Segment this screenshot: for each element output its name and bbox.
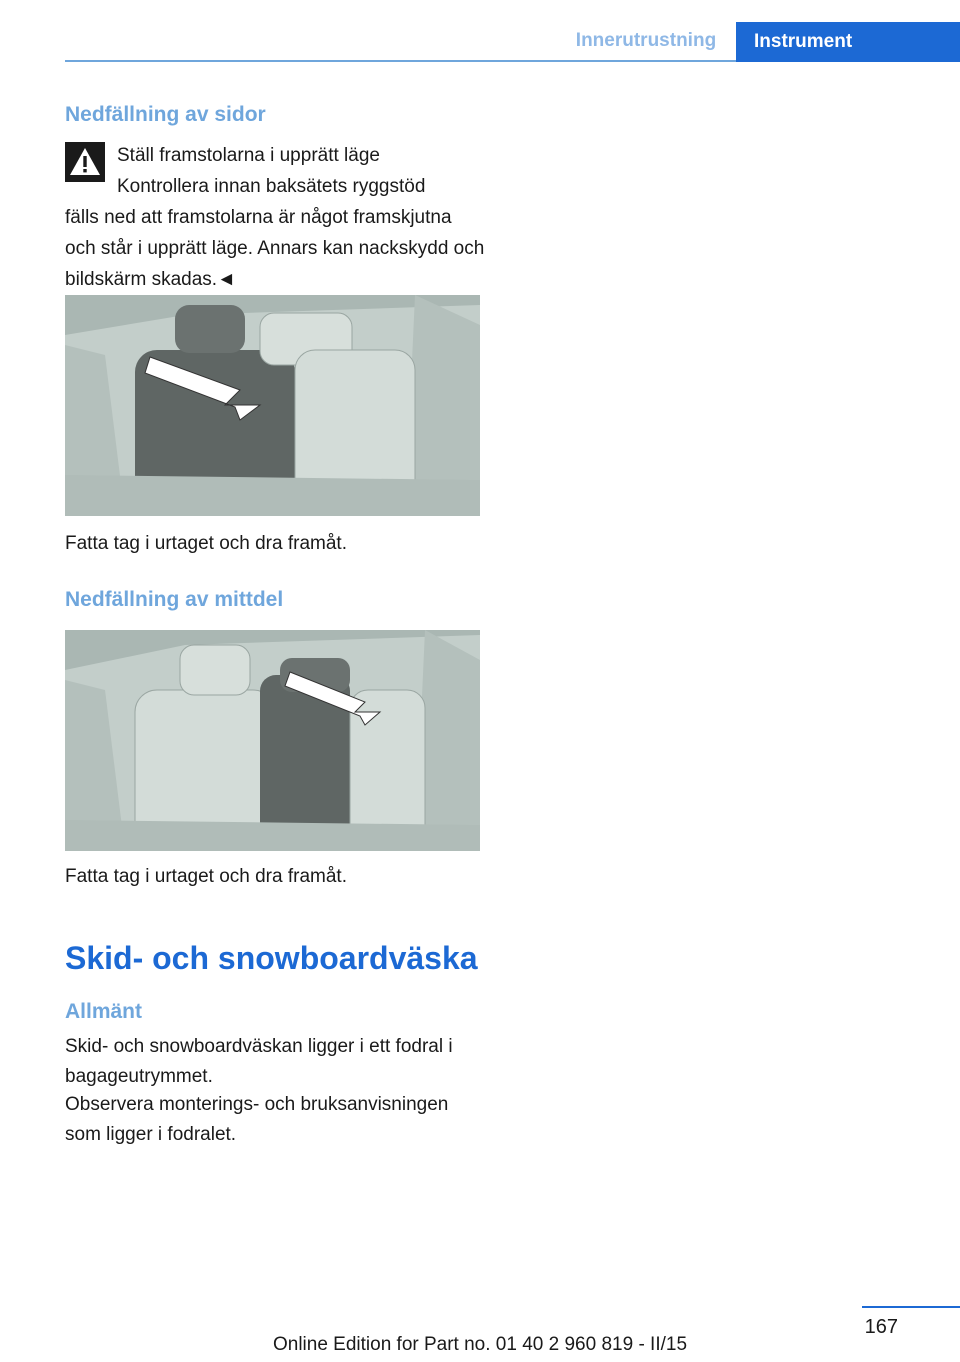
warning-text: [65, 140, 485, 295]
header-section-label[interactable]: Innerutrustning: [575, 30, 717, 51]
edition-info: Online Edition for Part no. 01 40 2 960 819 - II/15: [272, 1334, 688, 1355]
caption-side: Fatta tag i urtaget och dra framåt.: [65, 533, 347, 554]
header-tab-instrument[interactable]: Instrument: [736, 22, 960, 62]
warning-line-2: Kontrollera innan baksätets ryggstöd: [117, 176, 426, 197]
ski-bag-paragraph-2: Observera monterings- och bruksanvisningen som ligger i fodralet.: [65, 1094, 449, 1145]
heading-ski-bag: Skid- och snowboardväska: [65, 940, 478, 976]
heading-side-folding: Nedfällning av sidor: [65, 103, 266, 126]
heading-middle-folding: Nedfällning av mittdel: [65, 588, 284, 611]
warning-rest: fälls ned att framstolarna är något framskjutna och står i upprätt läge. Annars kan nackskydd och bildskärm skadas.◄: [65, 207, 485, 290]
illustration-middle-seat: [65, 630, 480, 851]
illustration-side-seat: [65, 295, 480, 516]
footer-rule: [862, 1306, 960, 1308]
warning-line-1: Ställ framstolarna i upprätt läge: [117, 145, 380, 166]
caption-middle: Fatta tag i urtaget och dra framåt.: [65, 866, 347, 887]
heading-general: Allmänt: [65, 1000, 143, 1023]
page-number: 167: [864, 1316, 898, 1338]
ski-bag-paragraph-1: Skid- och snowboardväskan ligger i ett fodral i bagageutrymmet.: [65, 1036, 453, 1087]
